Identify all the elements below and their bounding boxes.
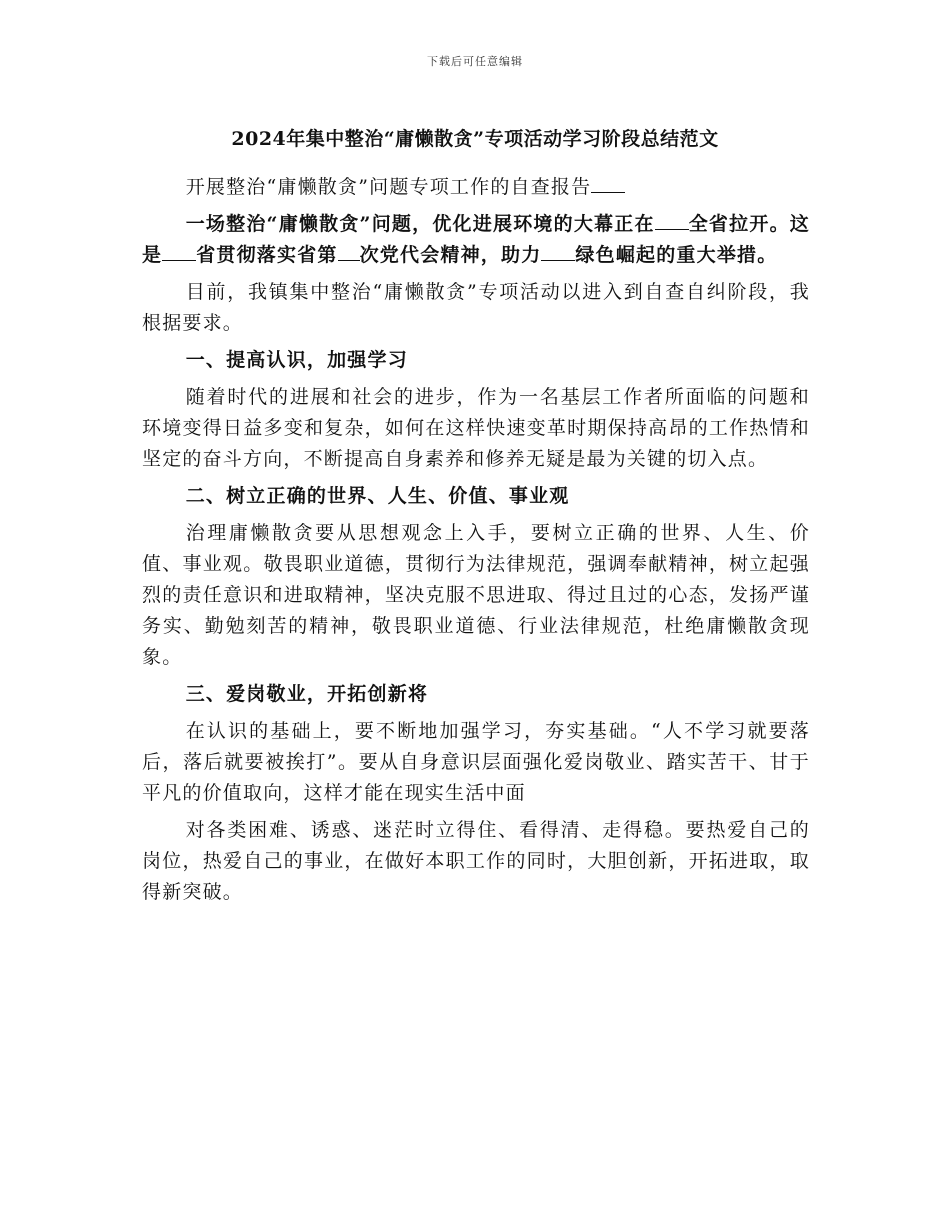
lead-paragraph (142, 209, 810, 271)
lead-text-5: 绿色崛起的重大举措。 (575, 244, 778, 266)
intro-line-text: 开展整治“庸懒散贪”问题专项工作的自查报告 (185, 176, 592, 198)
blank-field (162, 242, 196, 261)
lead-text-4: 次党代会精神，助力 (359, 244, 542, 266)
section-3-heading: 三、爱岗敬业，开拓创新将 (185, 683, 429, 705)
current-status-paragraph: 目前，我镇集中整治“庸懒散贪”专项活动以进入到自查自纠阶段，我根据要求。 (142, 281, 810, 334)
blank-field (541, 242, 575, 261)
lead-text-2: 全省拉开。这是 (142, 213, 810, 266)
blank-field (338, 242, 360, 261)
intro-line (142, 172, 810, 203)
blank-field (655, 211, 689, 230)
section-1-text: 随着时代的进展和社会的进步，作为一名基层工作者所面临的问题和环境变得日益多变和复杂，如何在这样快速变革时期保持高昂的工作热情和坚定的奋斗方向，不断提高自身素养和修养无疑是最为关键的切入点。 (142, 386, 810, 470)
section-2-heading: 二、树立正确的世界、人生、价值、事业观 (185, 485, 570, 507)
section-3-text-1: 在认识的基础上，要不断地加强学习，夯实基础。“人不学习就要落后，落后就要被挨打”。要从自身意识层面强化爱岗敬业、踏实苦干、甘于平凡的价值取向，这样才能在现实生活中面 (142, 720, 810, 804)
lead-text-3: 省贯彻落实省第 (196, 244, 338, 266)
section-3-text-2: 对各类困难、诱惑、迷茫时立得住、看得清、走得稳。要热爱自己的岗位，热爱自己的事业，在做好本职工作的同时，大胆创新，开拓进取，取得新突破。 (142, 819, 810, 903)
blank-field (591, 174, 625, 193)
lead-text-1: 一场整治“庸懒散贪”问题，优化进展环境的大幕正在 (185, 213, 655, 235)
section-1-heading: 一、提高认识，加强学习 (185, 349, 408, 371)
section-2-text: 治理庸懒散贪要从思想观念上入手，要树立正确的世界、人生、价值、事业观。敬畏职业道德，贯彻行为法律规范，强调奉献精神，树立起强烈的责任意识和进取精神，坚决克服不思进取、得过且过的心态，发扬严谨务实、勤勉刻苦的精神，敬畏职业道德、行业法律规范，杜绝庸懒散贪现象。 (142, 522, 810, 668)
header-note: 下载后可任意编辑 (427, 55, 523, 68)
document-title: 2024年集中整治“庸懒散贪”专项活动学习阶段总结范文 (231, 128, 719, 150)
document-body (142, 172, 810, 914)
